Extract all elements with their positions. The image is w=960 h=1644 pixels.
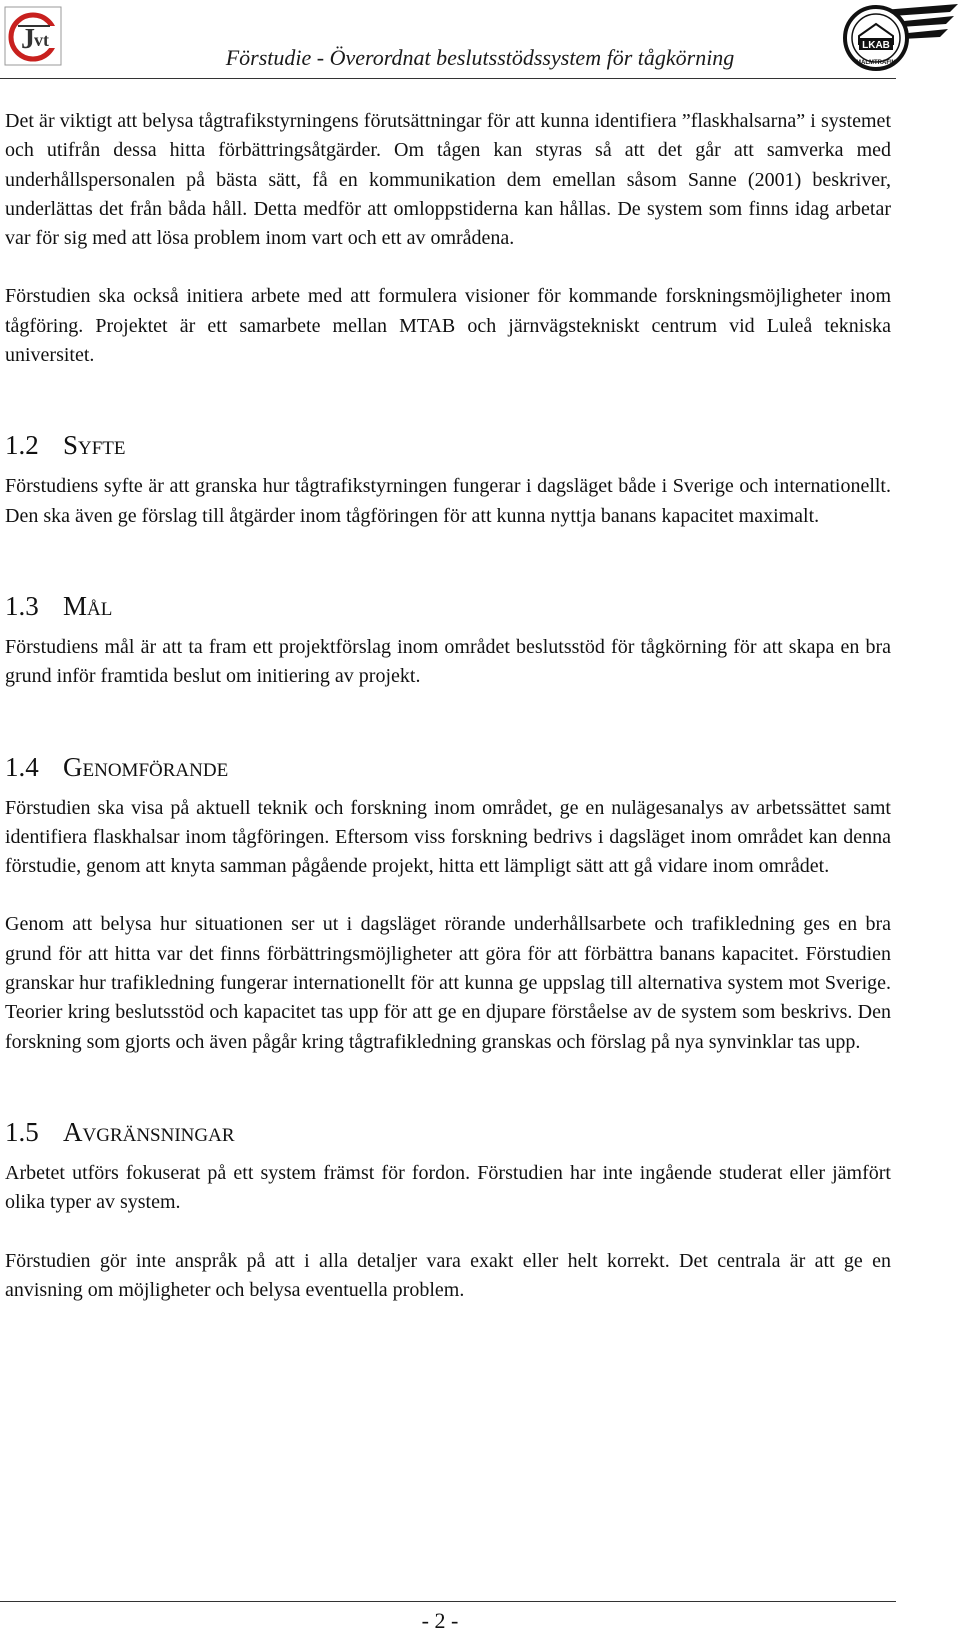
section-heading	[5, 750, 891, 784]
page-number: - 2 -	[421, 1608, 459, 1633]
paragraph: Förstudien ska visa på aktuell teknik och forskning inom området, ge en nulägesanalys av arbetssättet samt identifiera flaskhalsar inom tågföringen. Eftersom viss forskning bedrivs i dagsläget inom området kan denna förstudie, genom att knyta samman pågående projekt, hitta ett lämpligt sätt att gå vidare inom området.	[5, 796, 891, 878]
paragraph: Det är viktigt att belysa tågtrafikstyrningens förutsättningar för att kunna identifiera ”flaskhalsarna” i systemet och utifrån dessa hitta förbättringsåtgärder. Om tågen kan styras så att det går att samverka med underhållspersonalen på bästa sätt, få en kommunikation dem emellan såsom Sanne (2001) beskriver, underlättas det från båda håll. Detta medför att omloppstiderna kan hållas. De system som finns idag arbetar var för sig med att lösa problem inom vart och ett av områdena.	[5, 110, 891, 250]
section-title: Syfte	[63, 430, 126, 461]
paragraph: Förstudien ska också initiera arbete med att formulera visioner för kommande forskningsmöjligheter inom tågföring. Projektet är ett samarbete mellan MTAB och järnvägstekniskt centrum vid Luleå tekniska universitet.	[5, 285, 891, 367]
section-number: 1.4	[5, 751, 39, 782]
section-heading	[5, 428, 891, 462]
svg-text:MALMTRAFIK: MALMTRAFIK	[856, 60, 896, 66]
section-number: 1.2	[5, 430, 39, 461]
section-number: 1.5	[5, 1116, 39, 1147]
svg-text:J: J	[21, 24, 35, 55]
paragraph: Förstudiens mål är att ta fram ett projektförslag inom området beslutsstöd för tågkörning för att skapa en bra grund inför framtida beslut om initiering av projekt.	[5, 635, 891, 688]
paragraph: Genom att belysa hur situationen ser ut i dagsläget rörande underhållsarbete och trafikledning ges en bra grund för att hitta var det finns förbättringsmöjligheter att göra för att förbättra banans kapacitet. Förstudien granskar hur trafikledning fungerar internationellt för att kunna ge uppslag till alternativa system mot Sverige. Teorier kring beslutsstöd och kapacitet tas upp för att ge en djupare förståelse av de system som beskrivs. Den forskning som gjorts och även pågår kring tågtrafikledning granskas och förslag på nya synvinklar tas upp.	[5, 913, 891, 1053]
page-header	[0, 0, 960, 88]
section-number: 1.3	[5, 590, 39, 621]
document-body	[5, 107, 891, 1334]
paragraph: Förstudien gör inte anspråk på att i alla detaljer vara exakt eller helt korrekt. Det centrala är att ge en anvisning om möjligheter och belysa eventuella problem.	[5, 1249, 891, 1301]
paragraph: Förstudiens syfte är att granska hur tågtrafikstyrningen fungerar i dagsläget både i Sverige och internationellt. Den ska även ge förslag till åtgärder inom tågföringen för att kunna nyttja banans kapacitet maximalt.	[5, 475, 891, 527]
svg-text:LKAB: LKAB	[862, 40, 890, 51]
section-title: Genomförande	[63, 751, 229, 782]
footer-divider	[0, 1601, 896, 1602]
lkab-logo	[842, 0, 960, 78]
section-title: Avgränsningar	[63, 1116, 235, 1147]
header-title: Förstudie - Överordnat beslutsstödssystem för tågkörning	[225, 45, 735, 70]
header-divider	[0, 78, 896, 79]
section-heading	[5, 1115, 891, 1149]
section-heading	[5, 589, 891, 623]
section-title: Mål	[63, 590, 113, 621]
svg-text:vt: vt	[34, 30, 49, 50]
paragraph: Arbetet utförs fokuserat på ett system främst för fordon. Förstudien har inte ingående studerat eller jämfört olika typer av system.	[5, 1161, 891, 1214]
